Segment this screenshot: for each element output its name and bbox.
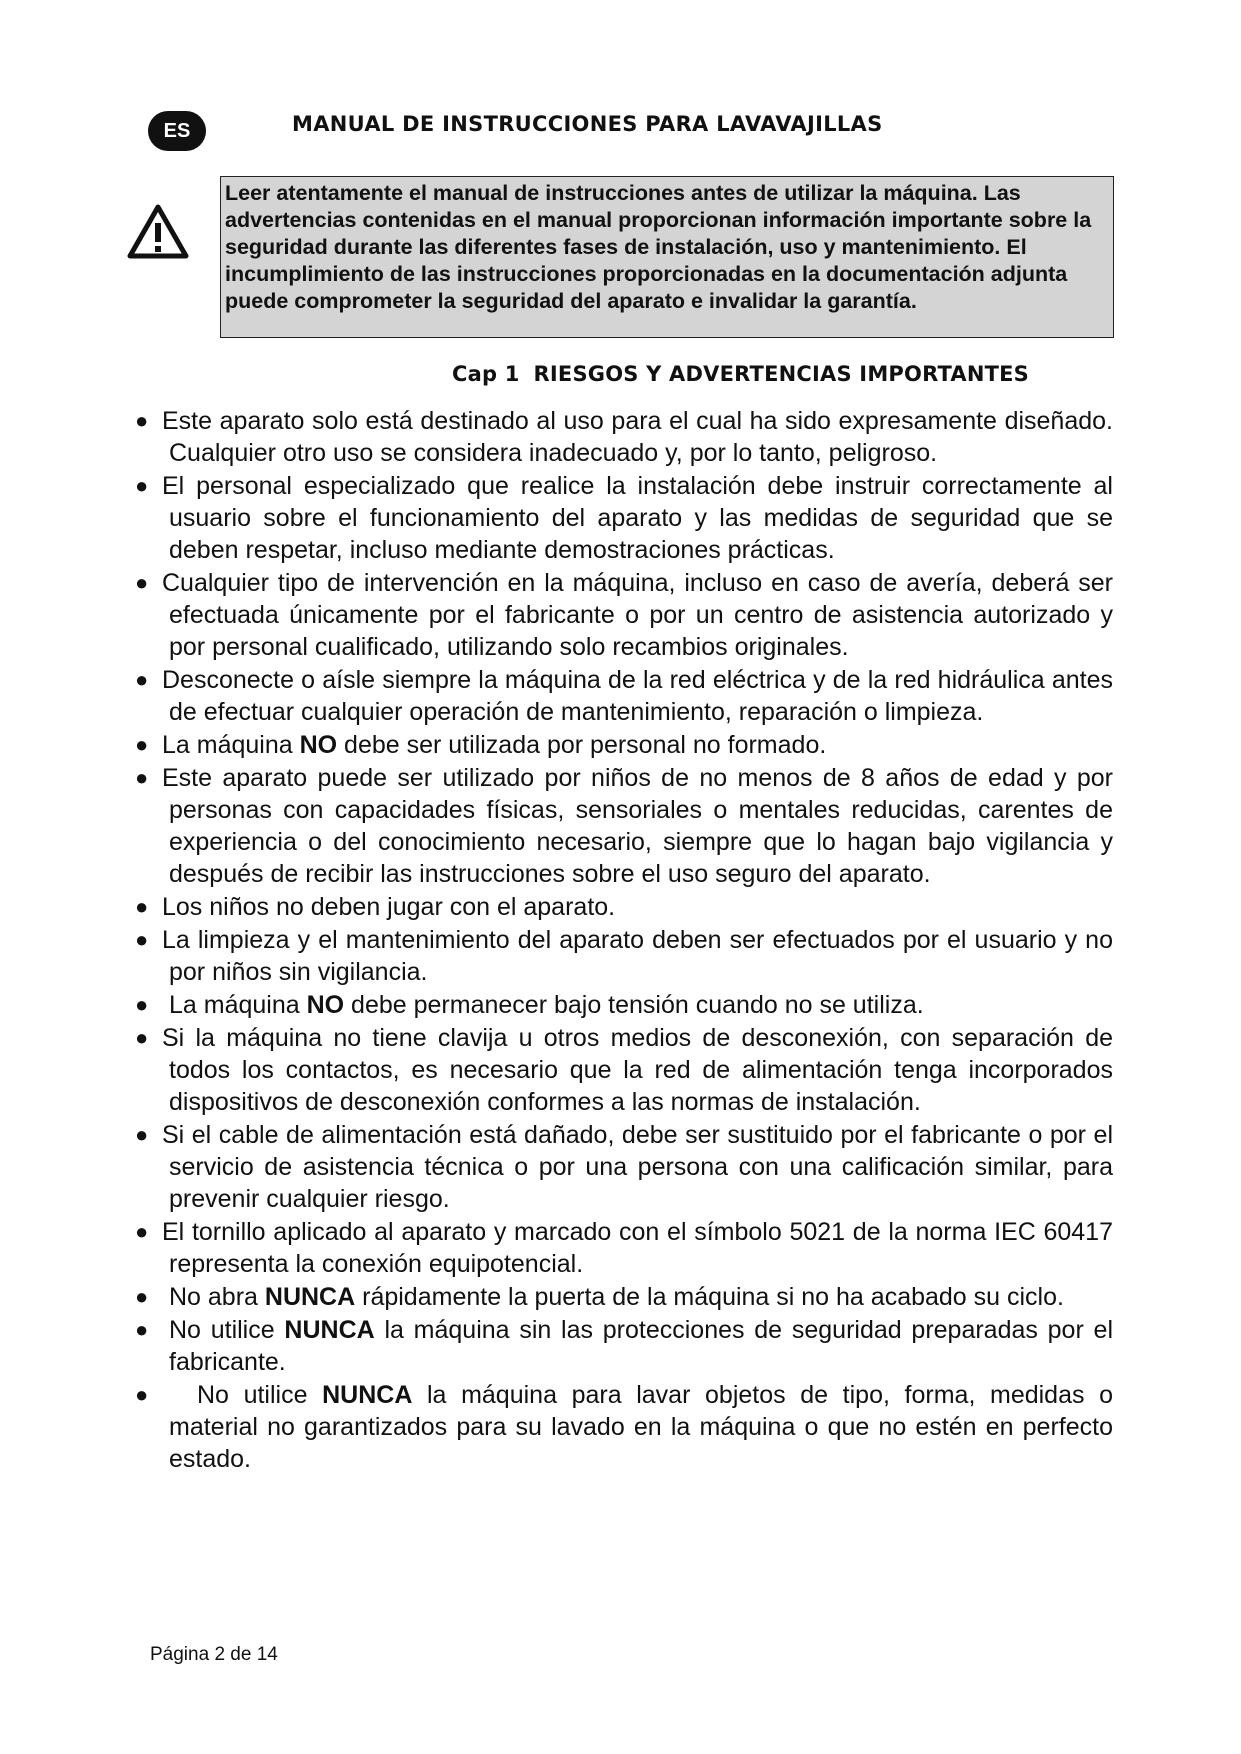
list-item-text: Este aparato solo está destinado al uso para el cual ha sido expresamente diseñado. Cualquier otro uso se considera inadecuado y, por lo tanto, peligroso. bbox=[162, 407, 1113, 467]
bullet-icon: ● bbox=[135, 1382, 149, 1407]
list-item-text: Los niños no deben jugar con el aparato. bbox=[162, 893, 616, 921]
list-item bbox=[0, 405, 1113, 469]
warnings-list bbox=[0, 405, 1241, 1476]
bullet-icon: ● bbox=[135, 894, 149, 919]
bullet-icon: ● bbox=[135, 570, 149, 595]
chapter-number: Cap 1 bbox=[452, 362, 520, 386]
list-item bbox=[0, 1314, 1113, 1378]
warning-triangle-icon bbox=[126, 203, 190, 261]
list-item-text: La máquina NO debe ser utilizada por personal no formado. bbox=[162, 731, 827, 759]
bullet-icon: ● bbox=[135, 473, 149, 498]
bullet-icon: ● bbox=[135, 408, 149, 433]
list-item bbox=[0, 1022, 1113, 1118]
bullet-icon: ● bbox=[135, 927, 149, 952]
safety-warning-text: Leer atentamente el manual de instrucciones antes de utilizar la máquina. Las advertencias contenidas en el manual proporcionan información importante sobre la seguridad durante las diferentes fases de instalación, uso y mantenimiento. El incumplimiento de las instrucciones proporcionadas en la documentación adjunta puede comprometer la seguridad del aparato e invalidar la garantía. bbox=[225, 181, 1092, 313]
bullet-icon: ● bbox=[135, 667, 149, 692]
list-item bbox=[0, 924, 1113, 988]
document-title: MANUAL DE INSTRUCCIONES PARA LAVAVAJILLAS bbox=[292, 112, 883, 136]
list-item bbox=[0, 1216, 1113, 1280]
list-item bbox=[0, 567, 1113, 663]
chapter-heading bbox=[452, 362, 1029, 386]
list-item-text: La limpieza y el mantenimiento del aparato deben ser efectuados por el usuario y no por niños sin vigilancia. bbox=[162, 926, 1113, 986]
list-item-text: Desconecte o aísle siempre la máquina de la red eléctrica y de la red hidráulica antes de efectuar cualquier operación de mantenimiento, reparación o limpieza. bbox=[162, 666, 1113, 726]
list-item-text: No abra NUNCA rápidamente la puerta de la máquina si no ha acabado su ciclo. bbox=[169, 1283, 1064, 1311]
list-item bbox=[0, 989, 1113, 1021]
list-item-text: El personal especializado que realice la instalación debe instruir correctamente al usuario sobre el funcionamiento del aparato y las medidas de seguridad que se deben respetar, incluso mediante demostraciones prácticas. bbox=[162, 472, 1113, 564]
list-item bbox=[0, 1379, 1113, 1475]
bullet-icon: ● bbox=[135, 1284, 149, 1309]
bullet-icon: ● bbox=[135, 1025, 149, 1050]
list-item-text: La máquina NO debe permanecer bajo tensión cuando no se utiliza. bbox=[169, 991, 924, 1019]
chapter-title: RIESGOS Y ADVERTENCIAS IMPORTANTES bbox=[533, 362, 1030, 386]
list-item-text: El tornillo aplicado al aparato y marcado con el símbolo 5021 de la norma IEC 60417 representa la conexión equipotencial. bbox=[162, 1218, 1113, 1278]
list-item bbox=[0, 891, 1113, 923]
list-item bbox=[0, 729, 1113, 761]
bullet-icon: ● bbox=[135, 765, 149, 790]
page-number: Página 2 de 14 bbox=[150, 1644, 278, 1665]
list-item-text: Si la máquina no tiene clavija u otros medios de desconexión, con separación de todos los contactos, es necesario que la red de alimentación tenga incorporados dispositivos de desconexión conformes a las normas de instalación. bbox=[162, 1024, 1113, 1116]
list-item-text: No utilice NUNCA la máquina sin las protecciones de seguridad preparadas por el fabricante. bbox=[169, 1316, 1114, 1376]
list-item bbox=[0, 664, 1113, 728]
list-item bbox=[0, 762, 1113, 890]
bullet-icon: ● bbox=[135, 732, 149, 757]
list-item-text: Cualquier tipo de intervención en la máquina, incluso en caso de avería, deberá ser efectuada únicamente por el fabricante o por un centro de asistencia autorizado y por personal cualificado, utilizando solo recambios originales. bbox=[162, 569, 1113, 661]
bullet-icon: ● bbox=[135, 1317, 149, 1342]
bullet-icon: ● bbox=[135, 1122, 149, 1147]
list-item-text: Si el cable de alimentación está dañado, debe ser sustituido por el fabricante o por el servicio de asistencia técnica o por una persona con una calificación similar, para prevenir cualquier riesgo. bbox=[162, 1121, 1113, 1213]
bullet-icon: ● bbox=[135, 992, 149, 1017]
list-item-text: No utilice NUNCA la máquina para lavar objetos de tipo, forma, medidas o material no garantizados para su lavado en la máquina o que no estén en perfecto estado. bbox=[169, 1381, 1114, 1473]
list-item bbox=[0, 1119, 1113, 1215]
bullet-icon: ● bbox=[135, 1219, 149, 1244]
language-badge: ES bbox=[148, 111, 206, 151]
list-item bbox=[0, 1281, 1113, 1313]
list-item-text: Este aparato puede ser utilizado por niños de no menos de 8 años de edad y por personas con capacidades físicas, sensoriales o mentales reducidas, carentes de experiencia o del conocimiento necesario, siempre que lo hagan bajo vigilancia y después de recibir las instrucciones sobre el uso seguro del aparato. bbox=[162, 764, 1113, 888]
list-item bbox=[0, 470, 1113, 566]
safety-warning-box bbox=[220, 176, 1114, 338]
